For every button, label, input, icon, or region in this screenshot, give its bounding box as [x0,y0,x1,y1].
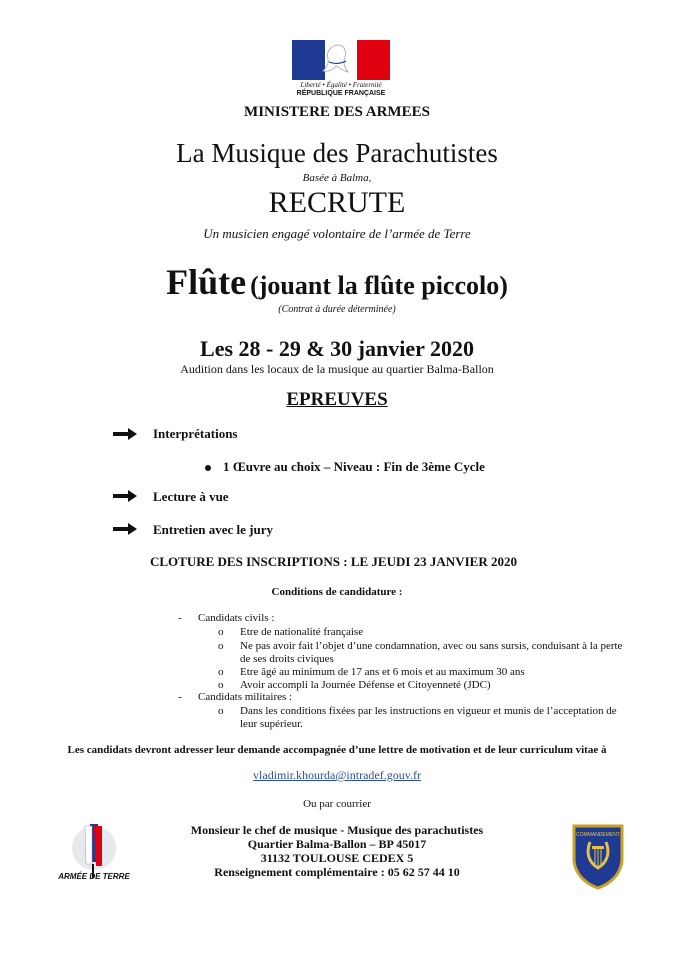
test-item-sight-reading: Lecture à vue [153,489,229,504]
subtitle: Un musicien engagé volontaire de l’armée de Terre [203,226,471,241]
list-item: o Ne pas avoir fait l’objet d’une condamnation, avec ou sans sursis, conduisant à la perte de ses droits civiques [218,640,623,665]
list-item: o Etre de nationalité française [218,626,364,638]
unit-title: La Musique des Parachutistes [176,138,498,168]
registration-deadline: CLOTURE DES INSCRIPTIONS : LE JEUDI 23 JANVIER 2020 [150,554,517,569]
arrow-right-icon [113,523,137,535]
info-phone: Renseignement complémentaire : 05 62 57 44 10 [214,865,460,879]
motto: Liberté • Égalité • Fraternité [300,81,382,89]
or-by-mail: Ou par courrier [303,798,371,810]
contract-type: (Contrat à durée déterminée) [278,304,396,315]
armee-de-terre-logo [58,818,130,890]
arrow-right-icon [113,428,137,440]
instrument-heading [0,261,674,303]
address-line: Quartier Balma-Ballon – BP 45017 [247,837,427,851]
address-line: Monsieur le chef de musique - Musique des parachutistes [190,823,484,837]
arrow-right-icon [113,490,137,502]
contact-email-link[interactable]: vladimir.khourda@intradef.gouv.fr [253,768,421,782]
lyre-crest-icon [570,822,626,890]
list-item: o Dans les conditions fixées par les instructions en vigueur et munis de l’acceptation de leur supérieur. [218,705,617,730]
test-item-interview: Entretien avec le jury [153,522,273,537]
test-item-interpretations: Interprétations [153,426,238,441]
audition-dates: Les 28 - 29 & 30 janvier 2020 [200,336,474,361]
recruits-heading: RECRUTE [268,186,406,219]
instrument-name: Flûte [166,262,247,302]
bullet-icon [205,465,211,471]
instrument-detail: (jouant la flûte piccolo) [250,271,508,300]
list-item: o Etre âgé au minimum de 17 ans et 6 mois et au maximum 30 ans [218,666,525,678]
based-location: Basée à Balma, [302,172,372,184]
armee-logo-text: ARMÉE DE TERRE [58,872,130,881]
list-item: o Avoir accompli la Journée Défense et Citoyenneté (JDC) [218,679,491,691]
unit-crest [570,822,626,890]
audition-location: Audition dans les locaux de la musique au quartier Balma-Ballon [180,362,494,376]
test-sub-item-label: 1 Œuvre au choix – Niveau : Fin de 3ème Cycle [223,459,485,474]
address-line: 31132 TOULOUSE CEDEX 5 [260,851,414,865]
tests-title: EPREUVES [286,389,388,410]
conditions-title: Conditions de candidature : [271,586,403,598]
marianne-flag-icon [292,40,390,80]
application-note: Les candidats devront adresser leur demande accompagnée d’une lettre de motivation et de leur curriculum vitae à [67,744,607,756]
crest-text: COMMANDEMENT [576,832,620,838]
republic-name: RÉPUBLIQUE FRANÇAISE [296,90,386,97]
republique-francaise-logo [290,40,392,102]
ministry-title: MINISTERE DES ARMEES [244,104,430,120]
test-sub-item [205,459,485,475]
